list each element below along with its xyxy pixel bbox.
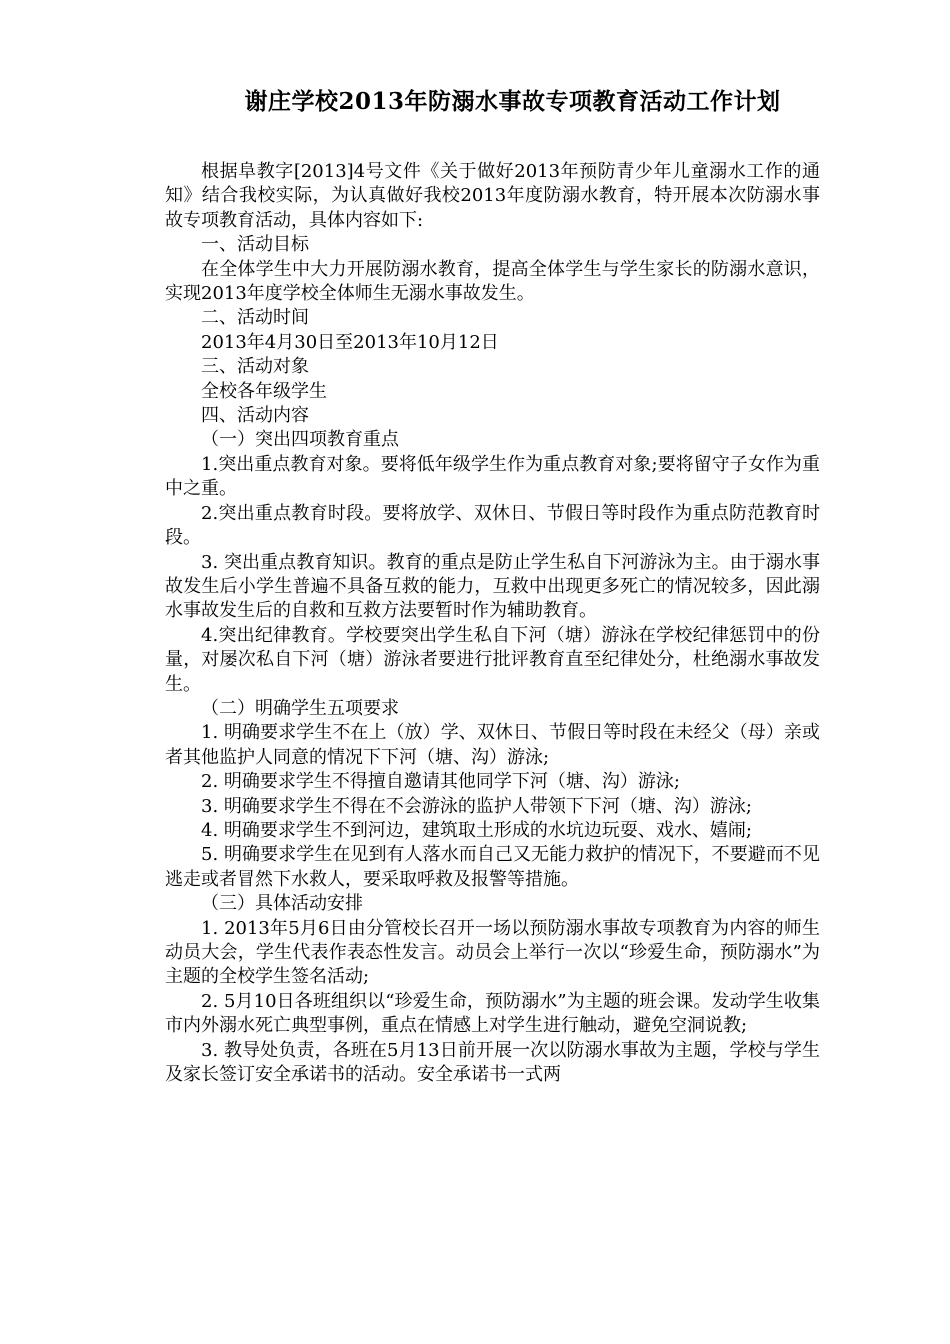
section-heading-goal: 一、活动目标 — [201, 234, 309, 256]
focus-item-4: 4.突出纪律教育。学校要突出学生私自下河（塘）游泳在学校纪律惩罚中的份量，对屡次私自下河（塘）游泳者要进行批评教育直至纪律处分，杜绝溺水事故发生。 — [165, 624, 820, 695]
section-heading-time: 二、活动时间 — [201, 307, 309, 329]
section-heading-target: 三、活动对象 — [201, 356, 309, 378]
time-paragraph: 2013年4月30日至2013年10月12日 — [201, 331, 499, 353]
focus-item-2: 2.突出重点教育时段。要将放学、双休日、节假日等时段作为重点防范教育时段。 — [165, 502, 820, 549]
focus-item-3: 3. 突出重点教育知识。教育的重点是防止学生私自下河游泳为主。由于溺水事故发生后小学生普遍不具备互救的能力，互救中出现更多死亡的情况较多，因此溺水事故发生后的自救和互救方法要暂时作为辅助教育。 — [165, 551, 820, 622]
document-body — [165, 160, 820, 1087]
requirement-item-2: 2. 明确要求学生不得擅自邀请其他同学下河（塘、沟）游泳; — [201, 771, 680, 793]
requirement-item-1: 1. 明确要求学生不在上（放）学、双休日、节假日等时段在未经父（母）亲或者其他监护人同意的情况下下河（塘、沟）游泳; — [165, 722, 820, 768]
goal-paragraph: 在全体学生中大力开展防溺水教育，提高全体学生与学生家长的防溺水意识，实现2013年度学校全体师生无溺水事故发生。 — [165, 258, 820, 305]
requirement-item-3: 3. 明确要求学生不得在不会游泳的监护人带领下下河（塘、沟）游泳; — [201, 795, 752, 817]
document-title: 谢庄学校2013年防溺水事故专项教育活动工作计划 — [244, 88, 781, 115]
target-paragraph: 全校各年级学生 — [201, 380, 327, 402]
subsection-heading-focus: （一）突出四项教育重点 — [201, 429, 399, 451]
subsection-heading-arrangement: （三）具体活动安排 — [201, 893, 363, 915]
section-heading-content: 四、活动内容 — [201, 405, 309, 427]
arrangement-item-3: 3. 教导处负责，各班在5月13日前开展一次以防溺水事故为主题，学校与学生及家长签订安全承诺书的活动。安全承诺书一式两 — [165, 1039, 820, 1086]
arrangement-item-2: 2. 5月10日各班组织以“珍爱生命，预防溺水”为主题的班会课。发动学生收集市内外溺水死亡典型事例，重点在情感上对学生进行触动，避免空洞说教; — [165, 990, 820, 1037]
intro-paragraph: 根据阜教字[2013]4号文件《关于做好2013年预防青少年儿童溺水工作的通知》结合我校实际，为认真做好我校2013年度防溺水教育，特开展本次防溺水事故专项教育活动，具体内容如下: — [165, 161, 820, 231]
requirement-item-4: 4. 明确要求学生不到河边，建筑取土形成的水坑边玩耍、戏水、嬉闹; — [201, 819, 752, 841]
requirement-item-5: 5. 明确要求学生在见到有人落水而自己又无能力救护的情况下，不要避而不见逃走或者冒然下水救人，要采取呼救及报警等措施。 — [165, 844, 820, 890]
subsection-heading-requirements: （二）明确学生五项要求 — [201, 697, 399, 719]
focus-item-1: 1.突出重点教育对象。要将低年级学生作为重点教育对象;要将留守子女作为重中之重。 — [165, 453, 820, 500]
arrangement-item-1: 1. 2013年5月6日由分管校长召开一场以预防溺水事故专项教育为内容的师生动员大会，学生代表作表态性发言。动员会上举行一次以“珍爱生命，预防溺水”为主题的全校学生签名活动; — [165, 917, 820, 988]
